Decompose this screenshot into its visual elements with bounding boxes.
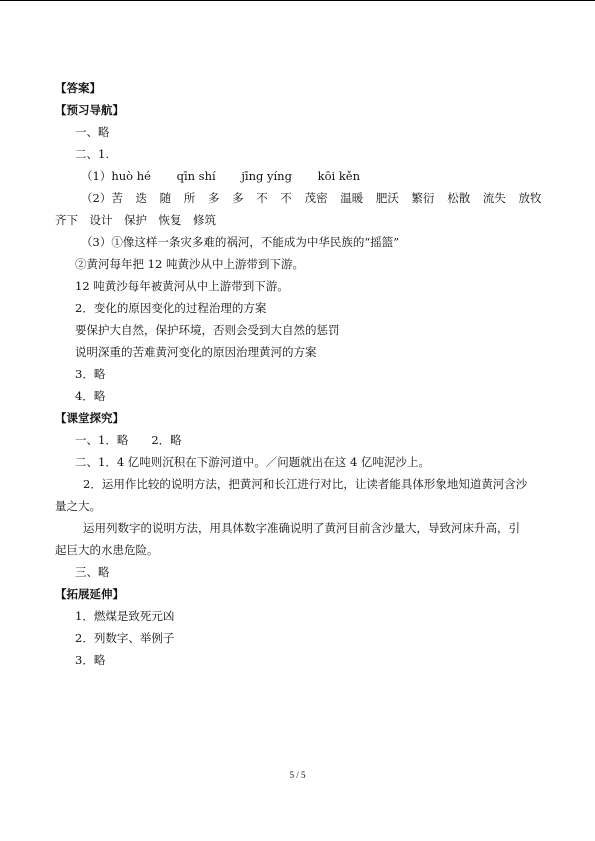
pinyin-1: （1）huò hé [81, 169, 151, 183]
word: 迭 [135, 191, 147, 205]
item3-line-2: ②黄河每年把 12 吨黄沙从中上游带到下游。 [75, 257, 304, 271]
word: 不 [256, 191, 268, 205]
item3-line-3: 12 吨黄沙每年被黄河从中上游带到下游。 [75, 279, 289, 293]
word: 茂密 [304, 191, 328, 205]
preview-header: 【预习导航】 [55, 103, 124, 117]
word: 放牧 [518, 191, 542, 205]
item3-line-1: （3）①像这样一条灾多难的祸河，不能成为中华民族的“摇篮” [81, 235, 400, 249]
top-border-line [0, 0, 595, 1]
class-item-two: 二、1．4 亿吨则沉积在下游河道中。／问题就出在这 4 亿吨泥沙上。 [75, 455, 430, 469]
word: 温暖 [340, 191, 364, 205]
word: 不 [280, 191, 292, 205]
word: （2）苦 [81, 191, 123, 205]
word: 多 [232, 191, 244, 205]
item2-line: 2．变化的原因变化的过程治理的方案 [75, 301, 267, 315]
extension-item-2: 2．列数字、举例子 [75, 631, 175, 645]
word: 繁衍 [411, 191, 435, 205]
answer-header: 【答案】 [55, 81, 101, 95]
class-item-three: 三、略 [75, 565, 110, 579]
preview-item-two: 二、1. [75, 147, 109, 161]
class-item-two-2b: 量之大。 [55, 499, 101, 513]
pinyin-2: qīn shí [176, 169, 216, 183]
class-item-two-2a: 2．运用作比较的说明方法，把黄河和长江进行对比，让读者能具体形象地知道黄河含沙 [83, 477, 528, 491]
page-number: 5 / 5 [289, 770, 306, 780]
word: 多 [207, 191, 220, 205]
words-line-1 [81, 190, 542, 206]
item4-line: 4．略 [75, 389, 106, 403]
pinyin-4: kōi kěn [317, 169, 361, 183]
preview-item-one: 一、略 [75, 125, 110, 139]
words-line-2: 齐下 设计 保护 恢复 修筑 [55, 213, 216, 227]
extension-item-1: 1．燃煤是致死元凶 [75, 609, 175, 623]
word: 所 [183, 191, 196, 205]
pinyin-line [81, 168, 360, 184]
pinyin-3: jīng yíng [241, 169, 292, 183]
word: 松散 [447, 191, 471, 205]
item3-line: 3．略 [75, 367, 106, 381]
item2-line-c: 说明深重的苦难黄河变化的原因治理黄河的方案 [75, 345, 317, 359]
word: 肥沃 [375, 191, 399, 205]
class-item-one: 一、1．略 2．略 [75, 433, 182, 447]
word: 流失 [482, 191, 506, 205]
class-item-two-3b: 起巨大的水患危险。 [55, 543, 159, 557]
word: 随 [159, 191, 172, 205]
class-item-two-3a: 运用列数字的说明方法，用具体数字准确说明了黄河目前含沙量大，导致河床升高，引 [83, 521, 520, 535]
class-header: 【课堂探究】 [55, 411, 124, 425]
extension-item-3: 3．略 [75, 653, 106, 667]
item2-line-b: 要保护大自然，保护环境，否则会受到大自然的惩罚 [75, 323, 340, 337]
extension-header: 【拓展延伸】 [55, 587, 124, 601]
